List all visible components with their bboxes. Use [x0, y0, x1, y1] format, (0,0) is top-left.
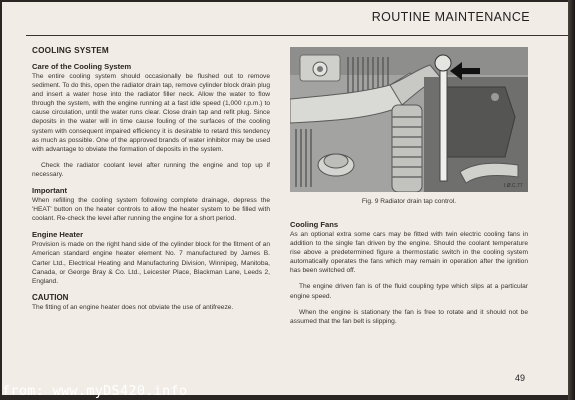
cooling-fans-heading: Cooling Fans	[290, 220, 339, 229]
figure-caption: Fig. 9 Radiator drain tap control.	[361, 198, 457, 205]
cooling-fans-paragraph-2: The engine driven fan is of the fluid coupling type which slips at a particular engine speed.	[290, 283, 528, 300]
care-paragraph: The entire cooling system should occasionally be flushed out to remove sediment. To do this, open the radiator drain tap, remove cylinder block drain plug and insert a water hose into the radiator filler neck. Allow the water to flow through the system, with the engine running at a fast idle speed (1,000 r.p.m.) to cause circulation, until the water runs clear. Close drain tap and refit plug. Since deposits in the water will in time cause fouling of the surfaces of the cooling system with consequent impaired efficiency it is desirable to retard this tendency as much as possible. One of the approved brands of water inhibitor may be used with advantage to obviate the formation of deposits in the system.	[32, 73, 270, 153]
page-edge-shadow	[568, 0, 575, 400]
engine-heater-paragraph: Provision is made on the right hand side of the cylinder block for the fitment of an American standard engine heater element No. 7 manufactured by James B. Carter Ltd., Electrical Heating and Manufacturing Division, Winnipeg, Manitoba, Canada, or George Bray & Co. Ltd., Leicester Place, Blackman Lane, Leeds 2, England.	[32, 241, 270, 285]
left-column	[32, 46, 270, 319]
caution-heading: CAUTION	[32, 292, 69, 302]
right-column	[290, 220, 528, 333]
care-heading: Care of the Cooling System	[32, 62, 132, 71]
radiator-drain-tap-figure	[290, 47, 528, 192]
important-paragraph: When refilling the cooling system following complete drainage, depress the 'HEAT' button on the heater controls to allow the heater system to be filled with coolant. Re-check the level after running the engine for a short period.	[32, 197, 270, 223]
cooling-system-title: COOLING SYSTEM	[32, 46, 109, 55]
figure-ref-code: I.Ø.C.77	[504, 183, 523, 189]
section-header: ROUTINE MAINTENANCE	[371, 10, 530, 24]
manual-page	[2, 2, 568, 395]
caution-paragraph: The fitting of an engine heater does not obviate the use of antifreeze.	[32, 303, 234, 311]
radiator-photo	[290, 47, 528, 192]
important-heading: Important	[32, 186, 68, 196]
page-number: 49	[515, 373, 526, 383]
cooling-fans-paragraph-1: As an optional extra some cars may be fitted with twin electric cooling fans in addition to the single fan driven by the engine. Should the coolant temperature rise above a predetermined figure a thermostatic switch in the cooling system automatically operates the fans which may remain in operation after the ignition has been switched off.	[290, 231, 528, 275]
care-check-paragraph: Check the radiator coolant level after running the engine and top up if necessary.	[32, 161, 270, 178]
engine-heater-heading: Engine Heater	[32, 230, 84, 240]
header-rule	[26, 35, 568, 36]
cooling-fans-paragraph-3: When the engine is stationary the fan is free to rotate and it should not be assumed that the fan belt is slipping.	[290, 308, 528, 325]
source-watermark: from: www.myDS420.info	[2, 383, 188, 399]
